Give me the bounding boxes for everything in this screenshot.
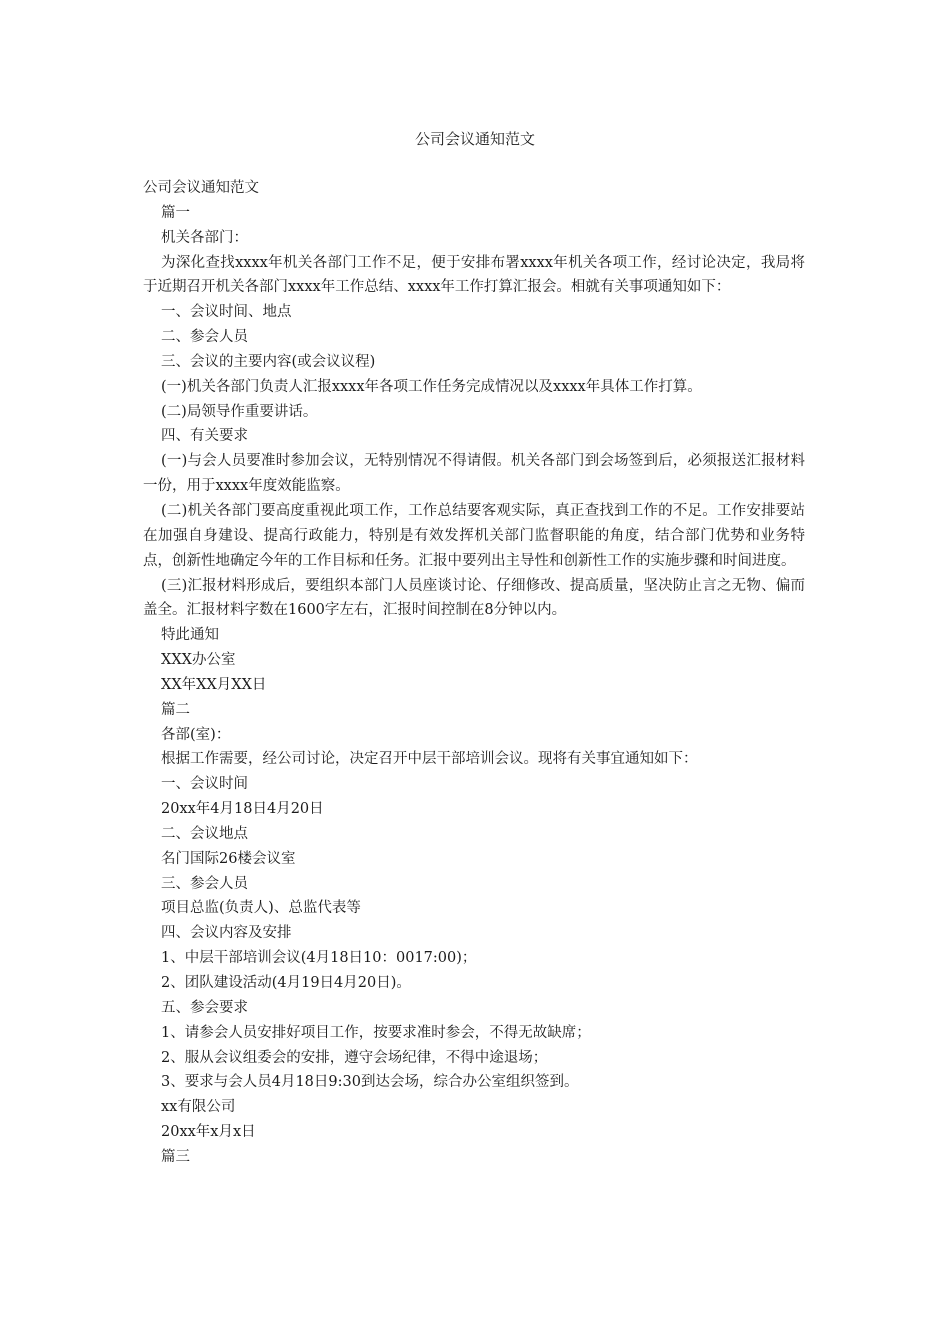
document-paragraph: xx有限公司 bbox=[161, 1099, 236, 1116]
document-paragraph: 根据工作需要，经公司讨论，决定召开中层干部培训会议。现将有关事宜通知如下： bbox=[161, 751, 698, 768]
document-title: 公司会议通知范文 bbox=[414, 130, 535, 148]
document-paragraph: 三、参会人员 bbox=[161, 875, 248, 892]
document-paragraph: (三)汇报材料形成后，要组织本部门人员座谈讨论、仔细修改、提高质量，坚决防止言之无物、偏而盖全。汇报材料字数在1600字左右，汇报时间控制在8分钟以内。 bbox=[143, 577, 805, 619]
document-paragraph: 四、会议内容及安排 bbox=[161, 925, 292, 942]
document-paragraph: 1、请参会人员安排好项目工作，按要求准时参会，不得无故缺席； bbox=[161, 1024, 591, 1041]
document-paragraph: XXX办公室 bbox=[161, 652, 236, 669]
document-paragraph: 20xx年4月18日4月20日 bbox=[161, 801, 324, 818]
document-paragraph: 二、参会人员 bbox=[161, 329, 248, 346]
document-paragraph: 2、团队建设活动(4月19日4月20日)。 bbox=[161, 975, 411, 991]
document-paragraph: 二、会议地点 bbox=[161, 825, 248, 842]
document-paragraph: 特此通知 bbox=[161, 627, 219, 644]
document-body bbox=[143, 176, 805, 1170]
document-paragraph: (二)机关各部门要高度重视此项工作，工作总结要客观实际，真正查找到工作的不足。工作安排要站在加强自身建设、提高行政能力，特别是有效发挥机关部门监督职能的角度，结合部门优势和业务特点，创新性地确定今年的工作目标和任务。汇报中要列出主导性和创新性工作的实施步骤和时间进度。 bbox=[143, 502, 805, 569]
document-paragraph: 机关各部门： bbox=[161, 229, 248, 246]
document-paragraph: (一)机关各部门负责人汇报xxxx年各项工作任务完成情况以及xxxx年具体工作打算。 bbox=[161, 378, 702, 395]
document-paragraph: 公司会议通知范文 bbox=[143, 180, 259, 196]
document-paragraph: (一)与会人员要准时参加会议，无特别情况不得请假。机关各部门到会场签到后，必须报送汇报材料一份，用于xxxx年度效能监察。 bbox=[143, 453, 805, 495]
document-paragraph: 一、会议时间 bbox=[161, 776, 248, 793]
document-paragraph: 为深化查找xxxx年机关各部门工作不足，便于安排布署xxxx年机关各项工作，经讨论决定，我局将于近期召开机关各部门xxxx年工作总结、xxxx年工作打算汇报会。相就有关事项通知如下： bbox=[143, 254, 805, 296]
document-paragraph: 名门国际26楼会议室 bbox=[161, 850, 296, 867]
document-paragraph: 篇一 bbox=[161, 204, 190, 221]
document-paragraph: 一、会议时间、地点 bbox=[161, 304, 292, 321]
document-paragraph: 三、会议的主要内容(或会议议程) bbox=[161, 353, 376, 370]
document-paragraph: XX年XX月XX日 bbox=[161, 676, 267, 693]
document-paragraph: 3、要求与会人员4月18日9:30到达会场，综合办公室组织签到。 bbox=[161, 1074, 579, 1091]
document-paragraph: 五、参会要求 bbox=[161, 999, 248, 1016]
document-paragraph: 篇二 bbox=[161, 701, 190, 718]
document-paragraph: 2、服从会议组委会的安排，遵守会场纪律，不得中途退场； bbox=[161, 1049, 548, 1066]
document-paragraph: 20xx年x月x日 bbox=[161, 1124, 256, 1141]
document-paragraph: 各部(室)： bbox=[161, 726, 231, 743]
document-paragraph: 篇三 bbox=[161, 1148, 190, 1165]
document-paragraph: 1、中层干部培训会议(4月18日10：0017:00)； bbox=[161, 950, 477, 967]
document-paragraph: 四、有关要求 bbox=[161, 428, 248, 445]
document-paragraph: (二)局领导作重要讲话。 bbox=[161, 403, 318, 420]
document-paragraph: 项目总监(负责人)、总监代表等 bbox=[161, 900, 361, 917]
